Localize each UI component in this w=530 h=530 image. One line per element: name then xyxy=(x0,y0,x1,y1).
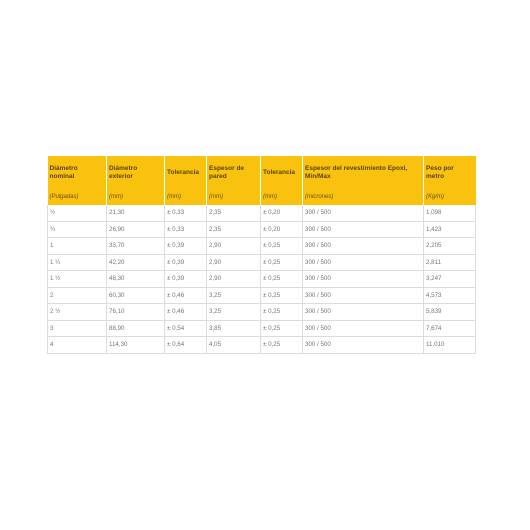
table-cell: 4,05 xyxy=(207,337,261,354)
table-cell: 1 xyxy=(48,238,107,255)
table-cell: 2 ½ xyxy=(48,304,107,321)
table-cell: 2,90 xyxy=(207,271,261,288)
table-cell: ± 0,25 xyxy=(261,287,303,304)
table-cell: 4 xyxy=(48,337,107,354)
table-cell: 3,247 xyxy=(424,271,476,288)
table-cell: 300 / 500 xyxy=(303,304,424,321)
pipe-spec-table xyxy=(47,156,476,354)
table-cell: 26,90 xyxy=(107,221,165,238)
table-row xyxy=(48,238,476,255)
table-cell: 60,30 xyxy=(107,287,165,304)
table-cell: 42,20 xyxy=(107,254,165,271)
header-espesor-revestimiento: Espesor del revestimiento Epoxi, Min/Max xyxy=(303,156,424,189)
table-cell: ± 0,25 xyxy=(261,304,303,321)
header-tolerancia-espesor: Tolerancia xyxy=(261,156,303,189)
table-cell: 300 / 500 xyxy=(303,320,424,337)
table-cell: 2 xyxy=(48,287,107,304)
unit-cell: (micrones) xyxy=(303,189,424,205)
header-diametro-nominal: Diámetro nominal xyxy=(48,156,107,189)
table-cell: 1,098 xyxy=(424,205,476,221)
header-espesor-pared: Espesor de pared xyxy=(207,156,261,189)
table-cell: 11,010 xyxy=(424,337,476,354)
table-cell: ± 0,25 xyxy=(261,254,303,271)
table-cell: ± 0,33 xyxy=(165,221,207,238)
table-cell: 300 / 500 xyxy=(303,221,424,238)
table-row xyxy=(48,254,476,271)
table-cell: 300 / 500 xyxy=(303,205,424,221)
table-cell: ± 0,25 xyxy=(261,271,303,288)
table-cell: ± 0,25 xyxy=(261,337,303,354)
table-cell: ± 0,54 xyxy=(165,320,207,337)
pipe-spec-table-container xyxy=(47,156,475,354)
table-cell: 2,90 xyxy=(207,238,261,255)
table-cell: ± 0,39 xyxy=(165,254,207,271)
table-cell: 5,839 xyxy=(424,304,476,321)
table-row xyxy=(48,221,476,238)
table-cell: ± 0,25 xyxy=(261,320,303,337)
table-cell: 2,205 xyxy=(424,238,476,255)
unit-cell: (mm) xyxy=(207,189,261,205)
table-cell: 114,30 xyxy=(107,337,165,354)
table-cell: 1 ½ xyxy=(48,271,107,288)
table-cell: 76,10 xyxy=(107,304,165,321)
table-cell: ¾ xyxy=(48,221,107,238)
header-tolerancia-diametro: Tolerancia xyxy=(165,156,207,189)
table-cell: ± 0,20 xyxy=(261,205,303,221)
table-row xyxy=(48,320,476,337)
unit-cell: (mm) xyxy=(261,189,303,205)
unit-cell: (Pulgadas) xyxy=(48,189,107,205)
table-cell: 300 / 500 xyxy=(303,271,424,288)
table-cell: 3,85 xyxy=(207,320,261,337)
table-cell: 33,70 xyxy=(107,238,165,255)
table-cell: 2,35 xyxy=(207,205,261,221)
table-cell: 1,423 xyxy=(424,221,476,238)
table-cell: 1 ¼ xyxy=(48,254,107,271)
table-row xyxy=(48,271,476,288)
table-cell: 300 / 500 xyxy=(303,254,424,271)
table-header-row xyxy=(48,156,476,189)
header-peso-por-metro: Peso por metro xyxy=(424,156,476,189)
table-cell: ± 0,39 xyxy=(165,271,207,288)
table-units-row xyxy=(48,189,476,205)
unit-cell: (Kg/m) xyxy=(424,189,476,205)
table-cell: 7,674 xyxy=(424,320,476,337)
table-cell: ± 0,46 xyxy=(165,287,207,304)
table-cell: ± 0,33 xyxy=(165,205,207,221)
table-cell: ± 0,64 xyxy=(165,337,207,354)
table-cell: 3 xyxy=(48,320,107,337)
table-row xyxy=(48,304,476,321)
table-row xyxy=(48,337,476,354)
table-cell: ± 0,25 xyxy=(261,238,303,255)
unit-cell: (mm) xyxy=(165,189,207,205)
table-cell: ± 0,20 xyxy=(261,221,303,238)
table-cell: 300 / 500 xyxy=(303,238,424,255)
table-row xyxy=(48,287,476,304)
table-cell: 88,90 xyxy=(107,320,165,337)
table-row xyxy=(48,205,476,221)
table-cell: 21,30 xyxy=(107,205,165,221)
table-cell: 300 / 500 xyxy=(303,287,424,304)
table-cell: ½ xyxy=(48,205,107,221)
table-cell: 2,35 xyxy=(207,221,261,238)
table-cell: 2,811 xyxy=(424,254,476,271)
table-cell: ± 0,39 xyxy=(165,238,207,255)
table-cell: 4,573 xyxy=(424,287,476,304)
table-cell: 48,30 xyxy=(107,271,165,288)
table-cell: ± 0,46 xyxy=(165,304,207,321)
header-diametro-exterior: Diámetro exterior xyxy=(107,156,165,189)
unit-cell: (mm) xyxy=(107,189,165,205)
table-cell: 3,25 xyxy=(207,287,261,304)
table-cell: 2,90 xyxy=(207,254,261,271)
table-cell: 300 / 500 xyxy=(303,337,424,354)
table-cell: 3,25 xyxy=(207,304,261,321)
